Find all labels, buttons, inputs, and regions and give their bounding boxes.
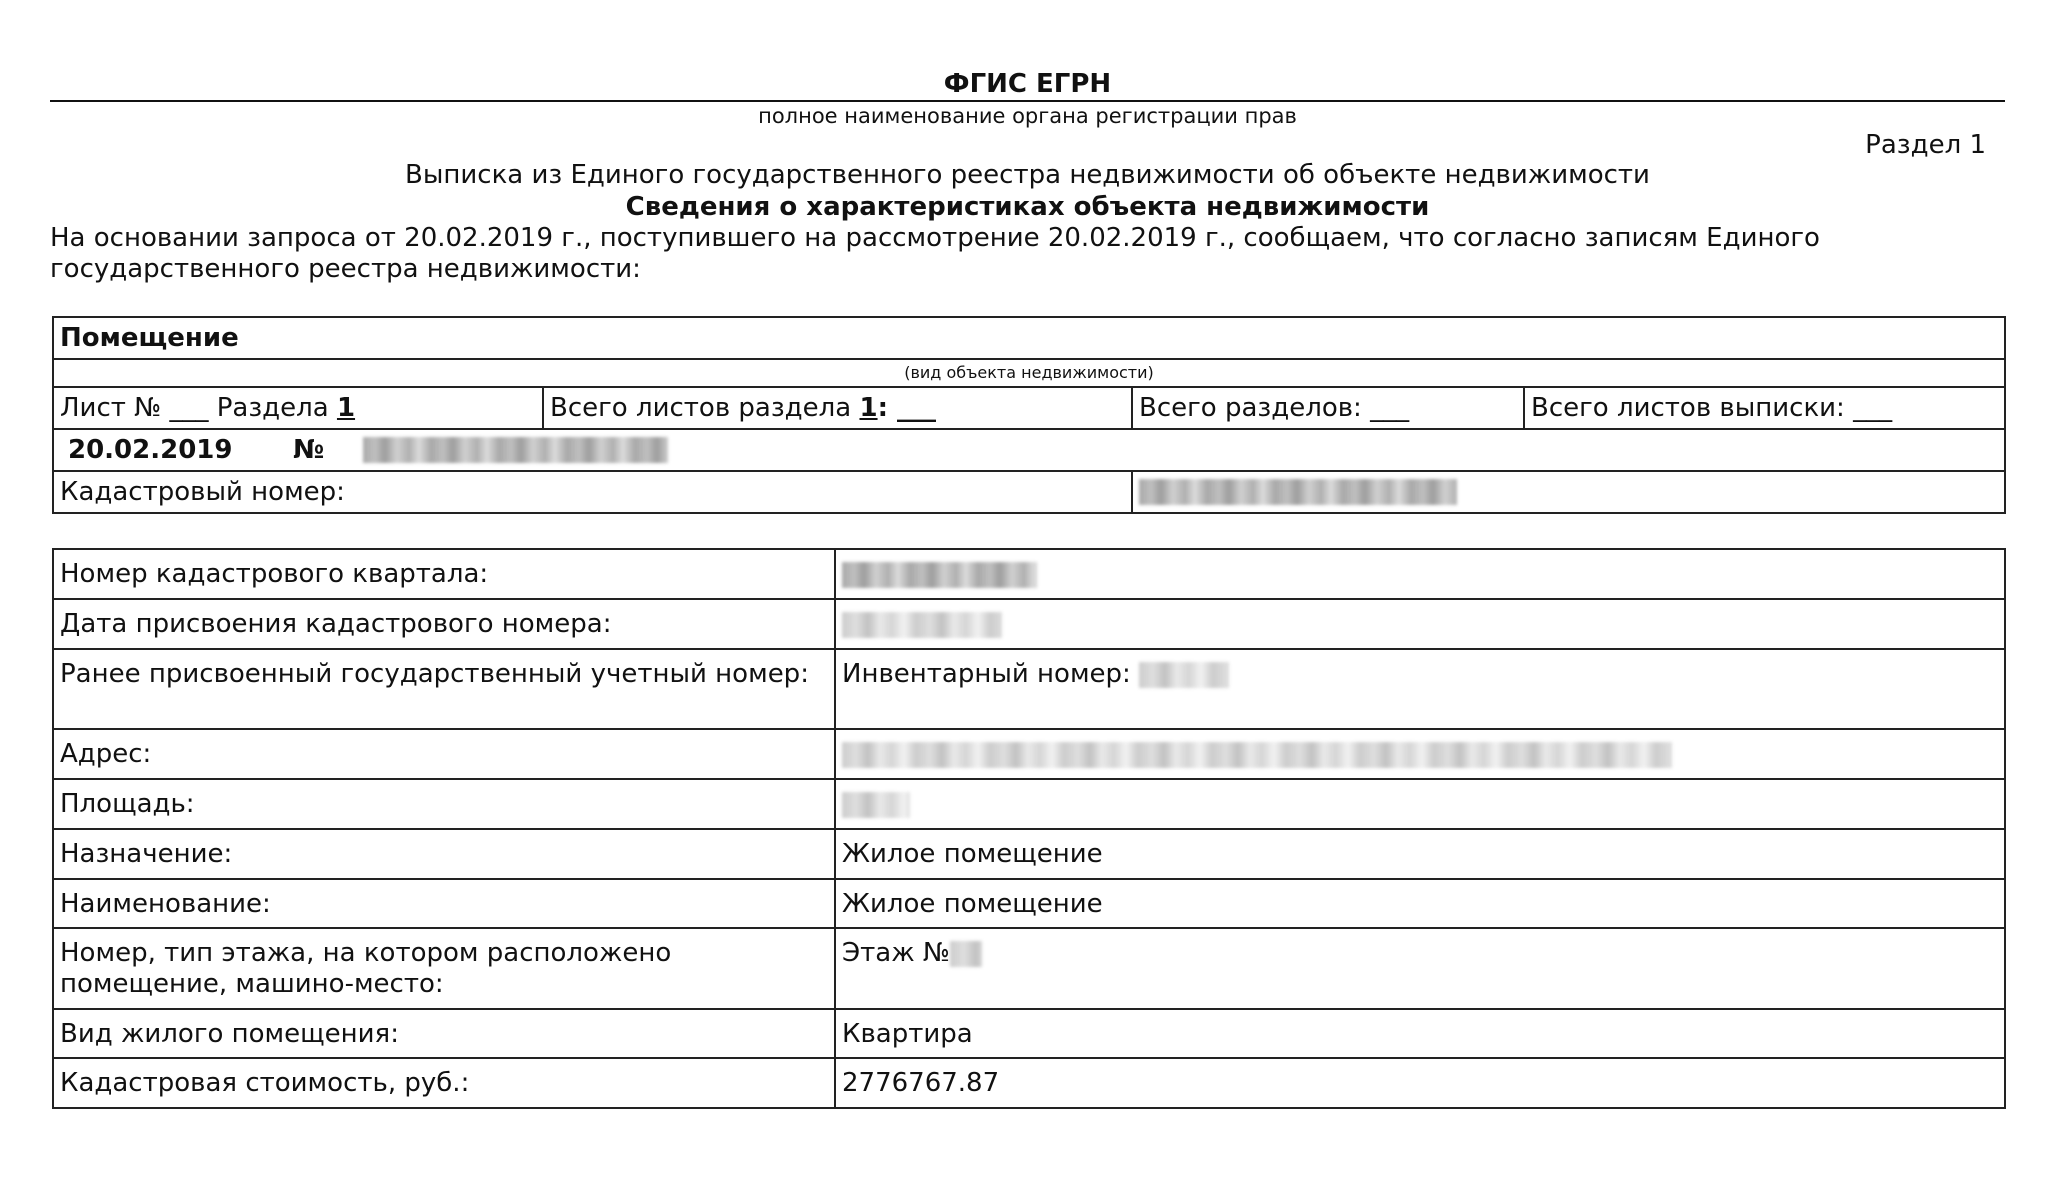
org-caption: полное наименование органа регистрации прав: [758, 104, 1297, 128]
details-row: [53, 649, 2005, 729]
object-type-caption: (вид объекта недвижимости): [53, 359, 2005, 387]
details-row: [53, 1058, 2005, 1108]
cadastral-number-value: [1132, 471, 2005, 513]
sheet-number-cell: [53, 387, 543, 429]
details-value: [835, 928, 2005, 1009]
object-type: Помещение: [53, 317, 2005, 359]
details-label: Назначение:: [53, 829, 835, 879]
details-label: Номер кадастрового квартала:: [53, 549, 835, 599]
details-label: Ранее присвоенный государственный учетный номер:: [53, 649, 835, 729]
total-sheets-suffix: : ___: [877, 392, 937, 423]
total-extract-sheets-cell: Всего листов выписки: ___: [1524, 387, 2005, 429]
redacted-value: [842, 562, 1037, 588]
extract-number-label: №: [293, 434, 325, 465]
object-header-table: [52, 316, 2006, 514]
total-sheets-value: 1: [859, 392, 878, 423]
object-details-table: [52, 548, 2006, 1109]
details-value: Жилое помещение: [835, 829, 2005, 879]
floor-label: Этаж №: [842, 938, 950, 968]
redacted-cadastral-number: [1139, 479, 1457, 505]
details-row: [53, 549, 2005, 599]
details-value: [835, 549, 2005, 599]
details-value: Квартира: [835, 1009, 2005, 1058]
sheet-number-label: Лист № ___ Раздела: [60, 392, 329, 423]
cadastral-number-label: Кадастровый номер:: [53, 471, 1132, 513]
total-sections-cell: Всего разделов: ___: [1132, 387, 1524, 429]
details-value: 2776767.87: [835, 1058, 2005, 1108]
details-label: Площадь:: [53, 779, 835, 829]
document-title: Выписка из Единого государственного реестра недвижимости об объекте недвижимости: [405, 160, 1650, 190]
org-name-underline: [50, 100, 2005, 102]
details-label: Дата присвоения кадастрового номера:: [53, 599, 835, 649]
details-value: [835, 599, 2005, 649]
details-row: [53, 928, 2005, 1009]
redacted-address: [842, 742, 1672, 768]
details-label: Наименование:: [53, 879, 835, 928]
details-row: [53, 879, 2005, 928]
intro-paragraph: На основании запроса от 20.02.2019 г., поступившего на рассмотрение 20.02.2019 г., сообщаем, что согласно записям Единого государственного реестра недвижимости:: [50, 223, 1820, 284]
inventory-number-label: Инвентарный номер:: [842, 659, 1131, 689]
details-label: Адрес:: [53, 729, 835, 779]
redacted-extract-number: [363, 437, 668, 463]
sheet-section-number: 1: [336, 392, 356, 423]
details-value: [835, 649, 2005, 729]
redacted-value: [842, 612, 1002, 638]
redacted-value: [842, 792, 910, 818]
redacted-value: [1139, 662, 1229, 688]
redacted-value: [950, 941, 982, 967]
details-row: [53, 599, 2005, 649]
details-label: Вид жилого помещения:: [53, 1009, 835, 1058]
total-sheets-cell: [543, 387, 1132, 429]
details-label: Кадастровая стоимость, руб.:: [53, 1058, 835, 1108]
section-label: Раздел 1: [1865, 130, 1986, 160]
org-name: ФГИС ЕГРН: [943, 69, 1112, 99]
total-sheets-label: Всего листов раздела: [550, 392, 852, 423]
document-subtitle: Сведения о характеристиках объекта недвижимости: [625, 192, 1430, 222]
extract-date: 20.02.2019: [68, 434, 233, 465]
details-row: [53, 729, 2005, 779]
date-number-row: [53, 429, 2005, 471]
details-value: [835, 729, 2005, 779]
details-row: [53, 829, 2005, 879]
details-value: Жилое помещение: [835, 879, 2005, 928]
details-value: [835, 779, 2005, 829]
details-label: Номер, тип этажа, на котором расположено помещение, машино-место:: [53, 928, 835, 1009]
details-row: [53, 1009, 2005, 1058]
details-row: [53, 779, 2005, 829]
